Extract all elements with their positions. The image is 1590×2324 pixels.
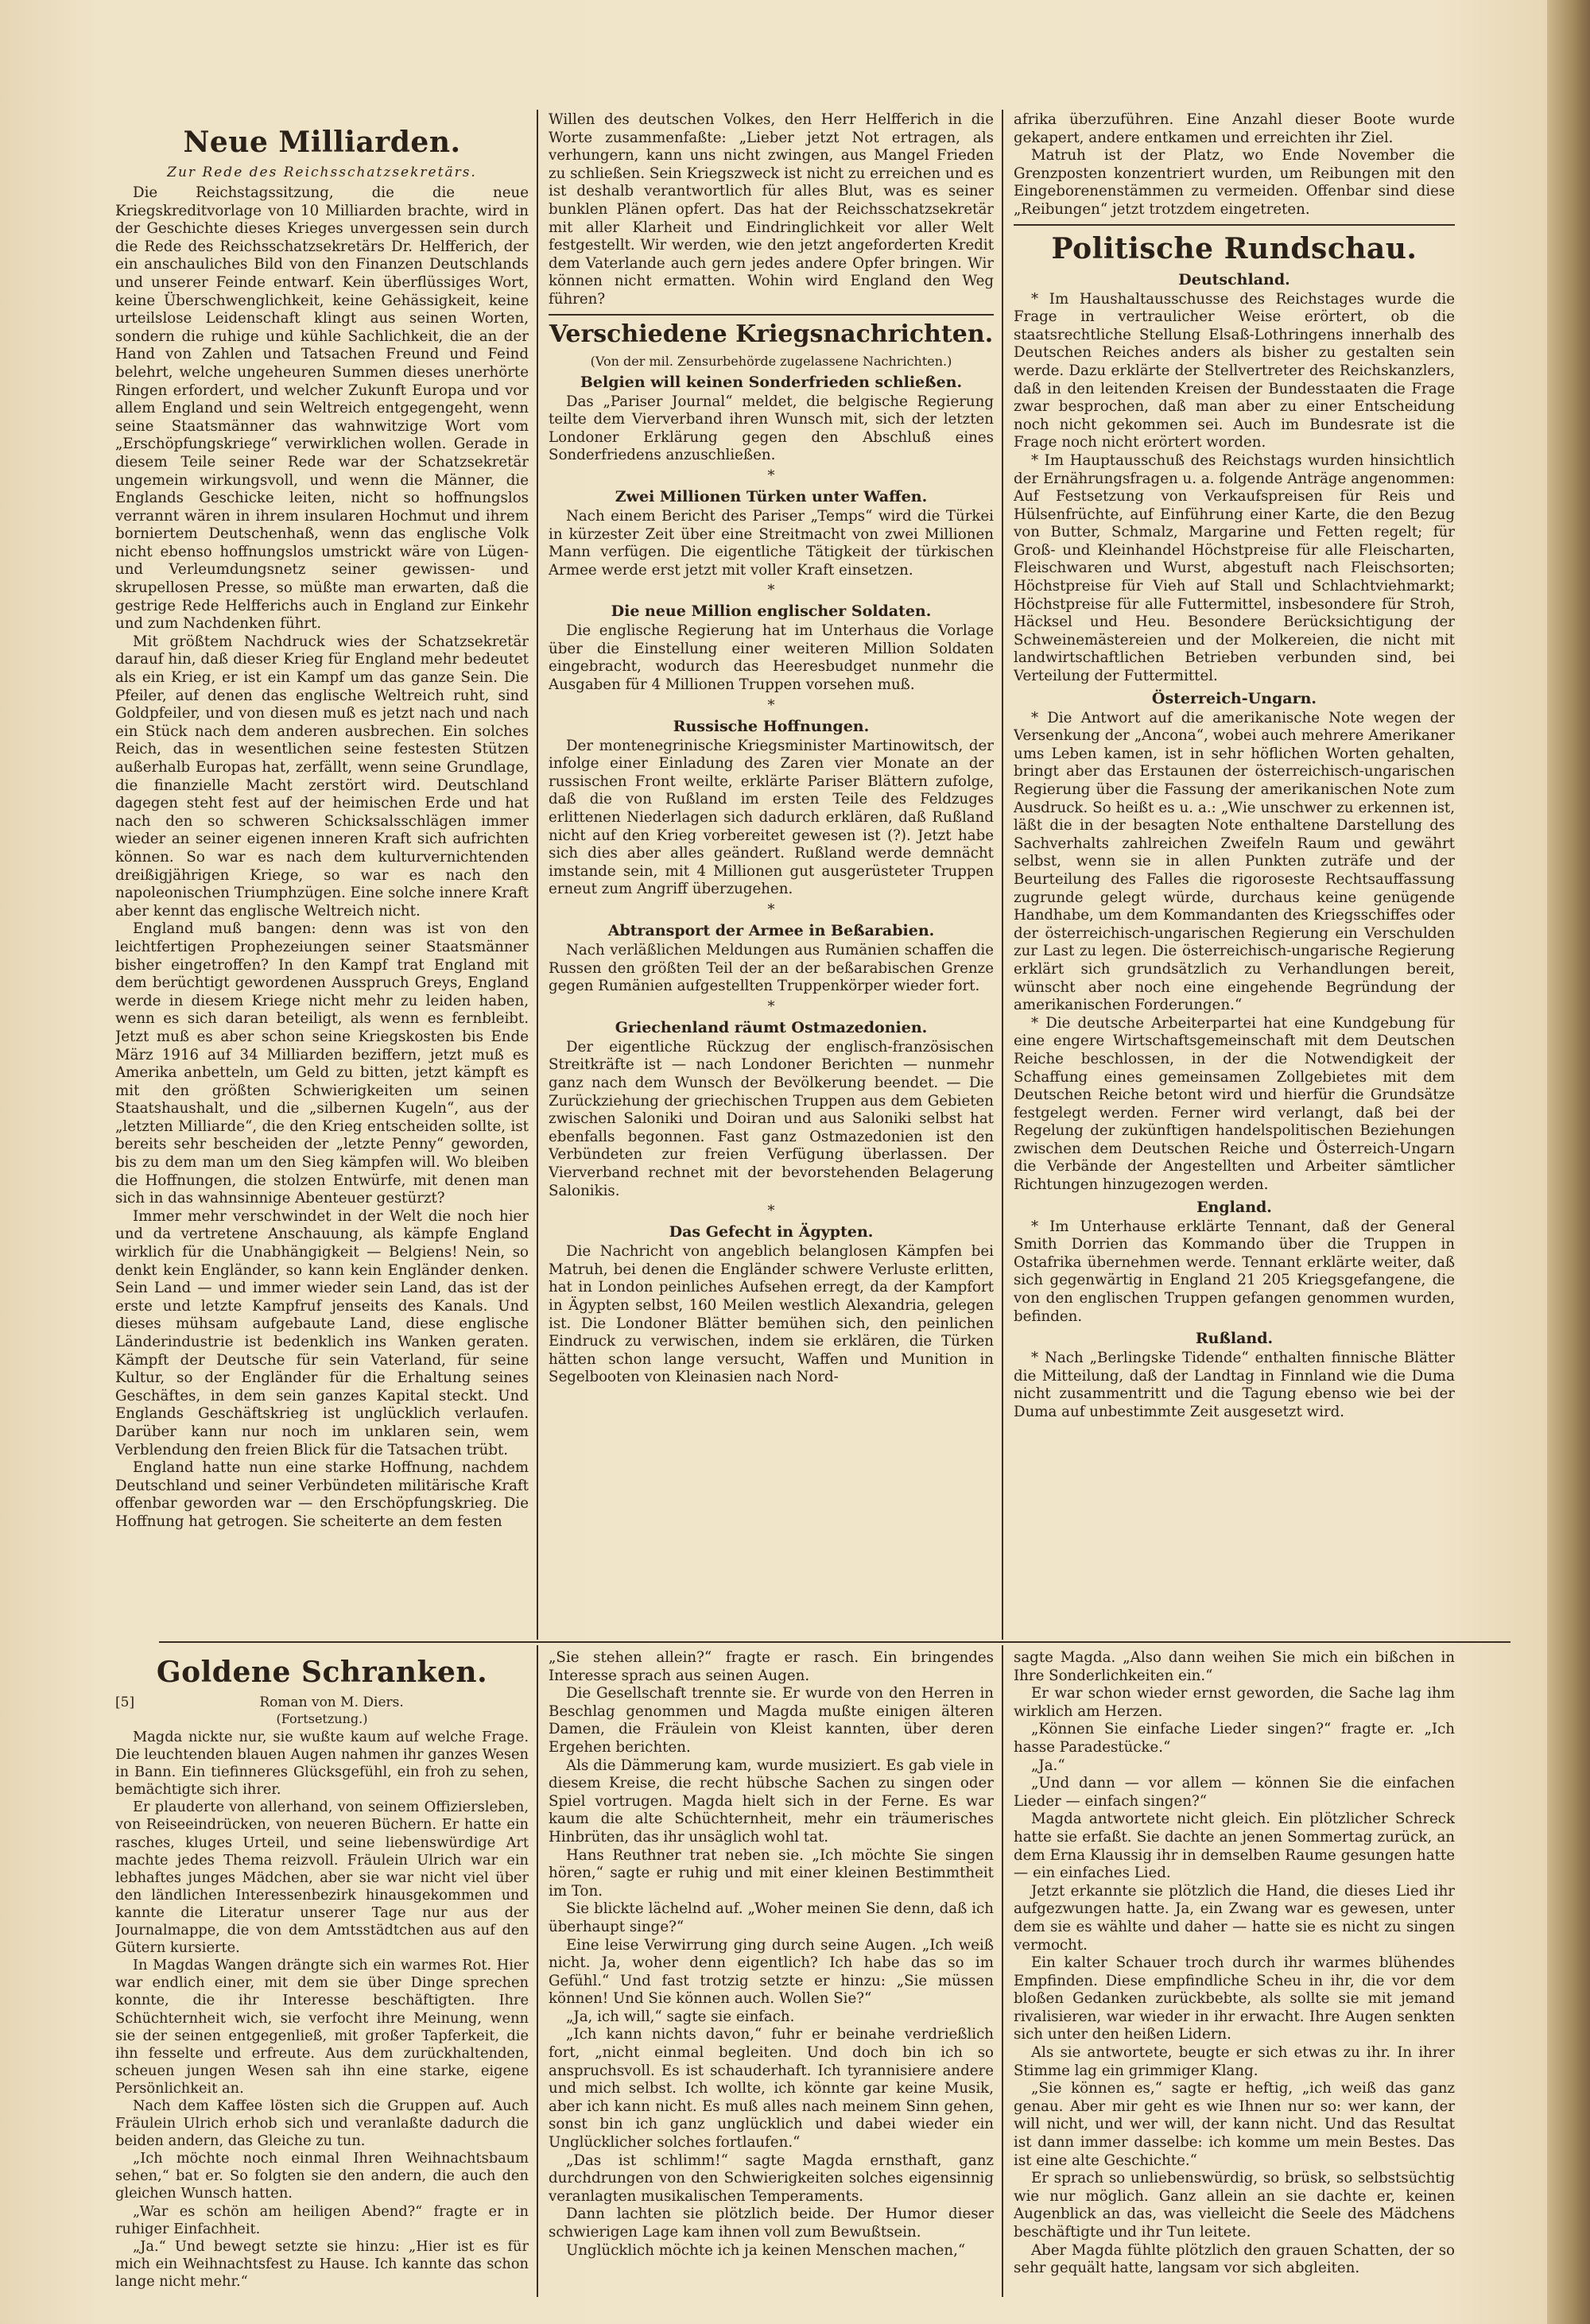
paragraph: „Ja, ich will,“ sagte sie einfach. (566, 2008, 795, 2025)
paragraph: Die Gesellschaft trennte sie. Er wurde von den Herren in Beschlag genommen und Magda mußte einigen älteren Damen, die Fräulein von Kleist kannten, über deren Ergehen berichten. (549, 1685, 994, 1756)
paragraph: Ein kalter Schauer troch durch ihr warmes blühendes Empfinden. Diese empfindliche Scheu in ihr, die vor dem bloßen Gedanken zurückbebte, als sollte sie mit jemand rivalisieren, war wieder in ihr erwacht. Ihre Augen senkten sich unter den heißen Lidern. (1014, 1954, 1455, 2043)
article-subtitle: Zur Rede des Reichsschatzsekretärs. (167, 165, 477, 180)
paragraph: Hans Reuthner trat neben sie. „Ich möchte Sie singen hören,“ sagte er ruhig und mit einer kleinen Bestimmtheit im Ton. (549, 1846, 994, 1900)
novel-byline: Roman von M. Diers. (259, 1695, 404, 1710)
paragraph: Dann lachten sie plötzlich beide. Der Humor dieser schwierigen Lage kam ihnen voll zum Bewußtsein. (549, 2206, 994, 2241)
paragraph: Magda nickte nur, sie wußte kaum auf welche Frage. Die leuchtenden blauen Augen nahmen ihr ganzes Wesen in Bann. Ein tiefinneres Glücksgefühl, ein froh zu sehen, bemächtigte sich ihrer. (115, 1729, 529, 1799)
paragraph: Die Reichstagssitzung, die die neue Kriegskreditvorlage von 10 Milliarden brachte, wird in der Geschichte dieses Krieges unvergessen sein durch die Rede des Reichsschatzsekretärs Dr. Helfferich, der ein anschauliches Bild von den Finanzen Deutschlands und unserer Feinde entwarf. Kein überflüssiges Wort, keine Überschwenglichkeit, keine Gehässigkeit, keine urteilslose Leidenschaft klingt aus seinen Worten, sondern die ruhige und kühle Sachlichkeit, die an der Hand von Zahlen und Tatsachen Freund und Feind belehrt, welche ungeheuren Summen dieses unerhörte Ringen erfordert, und welcher Zukunft Europa und vor allem England und sein Weltreich entgegengeht, wenn seine Staatsmänner das wahnwitzige Wort vom „Erschöpfungskriege“ verwirklichen wollen. Gerade in diesem Teile seiner Rede war der Schatzsekretär ungemein wirkungsvoll, und wenn die Männer, die Englands Geschicke leiten, nicht so hoffnungslos verrannt wären in ihrem insularen Hochmut und ihrem borniertem Deutschenhaß, wenn das englische Volk nicht ebenso hoffnungslos umstrickt wäre von Lügen- und Verleumdungsnetz seiner gewissen- und skrupellosen Presse, so müßte man erwarten, daß die gestrige Rede Helfferichs auch in England zur Einkehr und zum Nachdenken führt. (115, 184, 529, 633)
paragraph: Aber Magda fühlte plötzlich den grauen Schatten, der so sehr gequält hatte, langsam vor sich abgleiten. (1014, 2241, 1455, 2277)
paragraph: Willen des deutschen Volkes, den Herr Helfferich in die Worte zusammenfaßte: „Lieber jetzt Not ertragen, als verhungern, kann uns nicht zwingen, aus Mangel Frieden zu schließen. Sein Kriegszweck ist nicht zu erreichen und es ist deshalb verantwortlich für alles Blut, was es seiner bunklen Plänen opfert. Das hat der Reichsschatzsekretär mit aller Klarheit und Eindringlichkeit vor aller Welt festgestellt. Wir werden, wie den jetzt angeforderten Kredit dem Vaterlande auch gern jedes andere Opfer bringen. Wir können nicht ermatten. Wohin wird England den Weg führen? (549, 111, 994, 308)
country-heading: England. (1196, 1198, 1272, 1216)
news-heading: Russische Hoffnungen. (673, 717, 870, 735)
paragraph: * Die Antwort auf die amerikanische Note wegen der Versenkung der „Ancona“, wobei auch mehrere Amerikaner ums Leben kamen, ist in sehr höflichen Worten gehalten, bringt aber das Erstaunen der österreichisch-ungarischen Regierung über die Fassung der amerikanischen Note zum Ausdruck. So heißt es u. a.: „Wie unschwer zu erkennen ist, läßt die in der besagten Note enthaltene Darstellung des Sachverhalts zahlreichen Zweifeln Raum und gewährt selbst, wenn sie in allen Punkten zuträfe und der Beurteilung des Falles die rigoroseste Rechtsauffassung zugrunde gelegt würde, durchaus keine genügende Handhabe, um dem Kommandanten des Kriegsschiffes oder der österreichisch-ungarischen Regierung ein Verschulden zur Last zu legen. Die österreichisch-ungarische Regierung erklärt sich grundsätzlich zu Verhandlungen bereit, wünscht aber noch eine eingehende Begründung der amerikanischen Forderungen.“ (1014, 709, 1455, 1014)
novel-title: Goldene Schranken. (156, 1656, 488, 1689)
paragraph: England muß bangen: denn was ist von den leichtfertigen Prophezeiungen seiner Staatsmänner bisher eingetroffen? In den Kampf trat England mit dem berüchtigt gewordenen Ausspruch Greys, England werde in diesem Kriege nicht mehr zu leiden haben, wenn es sich daran beteiligt, als wenn es fernbleibt. Jetzt muß es aber schon seine Kriegskosten bis Ende März 1916 auf 34 Milliarden beziffern, jetzt muß es Amerika anbetteln, um Geld zu bitten, jetzt kämpft es mit den größten Schwierigkeiten um seinen Staatshaushalt, und die „silbernen Kugeln“, aus der „letzten Milliarde“, die den Krieg entscheiden sollte, ist bereits sehr bescheiden der „letzte Penny“ geworden, bis zu dem man um den Sieg kämpfen will. Wo bleiben die Hoffnungen, die stolzen Entwürfe, mit denen man sich in das wahnsinnige Abenteuer gestürzt? (115, 920, 529, 1207)
separator-star: * (767, 1203, 775, 1220)
feuilleton-rule (159, 1641, 1510, 1643)
paragraph: Jetzt erkannte sie plötzlich die Hand, die dieses Lied ihr aufgezwungen hatte. Ja, ein Zwang war es gewesen, unter dem sie es wählte und daher — hatte sie es nicht zu singen vermocht. (1014, 1882, 1455, 1954)
paragraph: „Ich möchte noch einmal Ihren Weihnachtsbaum sehen,“ bat er. So folgten sie den andern, die auch den gleichen Wunsch hatten. (115, 2150, 529, 2202)
news-heading: Abtransport der Armee in Beßarabien. (607, 922, 935, 939)
paragraph: Sie blickte lächelnd auf. „Woher meinen Sie denn, daß ich überhaupt singe?“ (549, 1900, 994, 1935)
section-rule (549, 314, 994, 316)
paragraph: England hatte nun eine starke Hoffnung, nachdem Deutschland und seiner Verbündeten militärische Kraft offenbar geworden war — den Erschöpfungskrieg. Die Hoffnung hat getrogen. Sie scheiterte an dem festen (115, 1459, 529, 1530)
paragraph: „War es schön am heiligen Abend?“ fragte er in ruhiger Einfachheit. (115, 2202, 529, 2237)
novel-byline-row (115, 1694, 529, 1711)
separator-star: * (767, 901, 775, 918)
paragraph: „Das ist schlimm!“ sagte Magda ernsthaft, ganz durchdrungen von den Schwierigkeiten solches eigensinnig veranlagten musikalischen Temperaments. (549, 2152, 994, 2205)
paragraph: * Die deutsche Arbeiterpartei hat eine Kundgebung für eine engere Wirtschaftsgemeinschaft mit dem Deutschen Reiche beschlossen, in der die Notwendigkeit der Schaffung eines gemeinsamen Zollgebietes mit dem Deutschen Reiche betont wird und hierfür die Grundsätze festgelegt werden. Ferner wird verlangt, daß bei der Regelung der zukünftigen handelspolitischen Beziehungen zwischen dem Deutschen Reiche und Österreich-Ungarn die Verbände der Angestellten und Arbeiter sämtlicher Richtungen hinzugezogen werden. (1014, 1014, 1455, 1194)
paragraph: * Im Unterhause erklärte Tennant, daß der General Smith Dorrien das Kommando über die Truppen in Ostafrika übernehmen werde. Tennant erklärte weiter, daß sich gegenwärtig in England 21 205 Kriegsgefangene, die von den englischen Truppen gefangen genommen wurden, befinden. (1014, 1218, 1455, 1325)
news-heading: Das Gefecht in Ägypten. (669, 1223, 874, 1241)
paragraph: afrika überzuführen. Eine Anzahl dieser Boote wurde gekapert, andere entkamen und erreichten ihr Ziel. (1014, 111, 1455, 146)
paragraph: Der montenegrinische Kriegsminister Martinowitsch, der infolge einer Einladung des Zaren vier Monate an der russischen Front weilte, erklärte Pariser Blättern zufolge, daß die von Rußland im ersten Teile des Feldzuges erlittenen Niederlagen sich dadurch erklären, daß Rußland nicht auf den Krieg vorbereitet gewesen ist (?). Jetzt habe sich dies aber alles geändert. Rußland werde demnächt imstande sein, mit 4 Millionen gut ausgerüsteter Truppen erneut zum Angriff überzugehen. (549, 737, 994, 898)
book-spine (1547, 0, 1590, 2324)
section-title: Politische Rundschau. (1051, 231, 1417, 265)
feuilleton-column-3 (1014, 1649, 1455, 2293)
country-heading: Rußland. (1195, 1330, 1274, 1348)
feuilleton-column-2 (549, 1649, 994, 2293)
paragraph: Unglücklich möchte ich ja keinen Menschen machen,“ (566, 2241, 966, 2259)
paragraph: Er plauderte von allerhand, von seinem Offiziersleben, von Reiseeindrücken, von neueren Büchern. Er hatte ein rasches, kluges Urteil, und seine liebenswürdige Art machte jedes Thema reizvoll. Fräulein Ulrich war ein lebhaftes junges Mädchen, aber sie war nicht viel über den ländlichen Interessenbezirk hinausgekommen und kannte die Literatur unserer Tage nur aus der Journalmappe, die von dem Amtsstädtchen aus auf den Gütern kursierte. (115, 1799, 529, 1957)
censor-note: (Von der mil. Zensurbehörde zugelassene Nachrichten.) (590, 353, 952, 369)
news-heading: Griechenland räumt Ostmazedonien. (615, 1018, 928, 1036)
paragraph: Nach dem Kaffee lösten sich die Gruppen auf. Auch Fräulein Ulrich erhob sich und veranlaßte dadurch die beiden andern, das Gleiche zu tun. (115, 2097, 529, 2150)
column-rule (537, 110, 538, 1640)
column-rule (1002, 1645, 1003, 2297)
news-heading: Die neue Million englischer Soldaten. (611, 602, 932, 621)
installment-number: [5] (115, 1695, 135, 1710)
column-neue-milliarden (115, 119, 529, 1637)
section-title: Verschiedene Kriegsnachrichten. (549, 320, 994, 348)
paragraph: Er war schon wieder ernst geworden, die Sache lag ihm wirklich am Herzen. (1014, 1685, 1455, 1720)
paragraph: Mit größtem Nachdruck wies der Schatzsekretär darauf hin, daß dieser Krieg für England mehr bedeutet als ein Krieg, er ist ein Kampf um das ganze Sein. Die Pfeiler, auf denen das englische Weltreich ruht, sind Goldpfeiler, und von diesen muß es jetzt nach und nach ein Stück nach dem anderen ausbrechen. Ein solches Reich, das in wesentlichen seine festesten Stützen außerhalb Europas hat, zerfällt, wenn seine Grundlage, die finanzielle Macht zerstört wird. Deutschland dagegen steht fest auf der heimischen Erde und hat nach den so schweren Schicksalsschlägen immer wieder an seiner eigenen inneren Kraft sich aufrichten können. So war es nach dem kulturvernichtenden dreißigjährigen Kriege, so war es nach den napoleonischen Triumphzügen. Eine solche innere Kraft aber kennt das englische Weltreich nicht. (115, 633, 529, 920)
separator-star: * (767, 997, 775, 1015)
paragraph: Das „Pariser Journal“ meldet, die belgische Regierung teilte dem Vierverband ihren Wunsch mit, sich der letzten Londoner Erklärung gegen den Abschluß eines Sonderfriedens anzuschließen. (549, 393, 994, 464)
column-kriegsnachrichten (549, 111, 994, 1637)
column-politische-rundschau (1014, 111, 1455, 1637)
paragraph: Nach verläßlichen Meldungen aus Rumänien schaffen die Russen den größten Teil der an der beßarabischen Grenze gegen Rumänien aufgestellten Truppenkörper wieder fort. (549, 942, 994, 995)
paragraph: „Und dann — vor allem — können Sie die einfachen Lieder — einfach singen?“ (1014, 1775, 1455, 1810)
paragraph: * Im Hauptausschuß des Reichstags wurden hinsichtlich der Ernährungsfragen u. a. folgende Anträge angenommen: Auf Festsetzung von Verkaufspreisen für Reis und Hülsenfrüchte, auf Einführung einer Karte, die den Bezug von Butter, Schmalz, Margarine und Fetten regelt; für Groß- und Kleinhandel Höchstpreise für alle Fleischarten, Fleischwaren und Wurst, abgestuft nach Fleischsorten; Höchstpreise für Vieh auf Stall und Schlachtviehmarkt; Höchstpreise für alle Futtermittel, insbesondere für Stroh, Häcksel und Heu. Besondere Berücksichtigung der Schweinemästereien und der Molkereien, die nicht mit landwirtschaftlichen Betrieben verbunden sind, bei Verteilung der Futtermittel. (1014, 451, 1455, 685)
paragraph: „Sie stehen allein?“ fragte er rasch. Ein bringendes Interesse sprach aus seinen Augen. (549, 1649, 994, 1684)
column-rule (537, 1645, 538, 2297)
paragraph: „Ja.“ (1031, 1757, 1065, 1774)
paragraph: „Ja.“ Und bewegt setzte sie hinzu: „Hier ist es für mich ein Weihnachtsfest zu Hause. Ich kannte das schon lange nicht mehr.“ (115, 2237, 529, 2290)
separator-star: * (767, 467, 775, 484)
paragraph: Er sprach so unliebenswürdig, so brüsk, so selbstsüchtig wie nur möglich. Ganz allein an sie dachte er, keinen Augenblick an das, was vielleicht die Seele des Mädchens beschäftigte und ihr Tun leitete. (1014, 2170, 1455, 2241)
paragraph: Der eigentliche Rückzug der englisch-französischen Streitkräfte ist — nach Londoner Berichten — nunmehr ganz nach dem Wunsch der Bevölkerung beendet. — Die Zurückziehung der griechischen Truppen aus dem Gebieten zwischen Saloniki und Doiran und aus Saloniki selbst hat ebenfalls begonnen. Fast ganz Ostmazedonien ist den Verbündeten zur freien Verfügung überlassen. Der Vierverband rechnet mit der bevorstehenden Belagerung Salonikis. (549, 1038, 994, 1199)
country-heading: Deutschland. (1178, 270, 1290, 289)
continuation-note: (Fortsetzung.) (276, 1711, 368, 1726)
separator-star: * (767, 696, 775, 714)
paragraph: Die Nachricht von angeblich belanglosen Kämpfen bei Matruh, bei denen die Engländer schwere Verluste erlitten, hat in London peinliches Aufsehen erregt, da der Kampfort in Ägypten selbst, 160 Meilen westlich Alexandria, gelegen ist. Die Londoner Blätter bemühen sich, den peinlichen Eindruck zu verwischen, indem sie erklären, die Türken hätten schon lange versucht, Waffen und Munition in Segelbooten von Kleinasien nach Nord- (549, 1243, 994, 1386)
country-heading: Österreich-Ungarn. (1151, 689, 1317, 707)
article-title: Neue Milliarden. (183, 126, 461, 159)
news-heading: Belgien will keinen Sonderfrieden schließen. (580, 373, 963, 391)
paragraph: Immer mehr verschwindet in der Welt die noch hier und da vertretene Anschauung, als kämpfe England wirklich für die Unabhängigkeit — Belgiens! Nein, so denkt kein Engländer, so kann kein Engländer denken. Sein Land — und immer wieder sein Land, das ist der erste und letzte Kampfruf jenseits des Kanals. Und dieses mühsam aufgebaute Land, diese englische Länderindustrie ist bedenklich ins Wanken geraten. Kämpft der Deutsche für sein Vaterland, für seine Kultur, so der Engländer für die Erhaltung seines Geschäftes, in dem sein ganzes Kapital steckt. Und Englands Geschäftskrieg ist unglücklich verlaufen. Darüber kann nur noch im unklaren sein, wem Verblendung den freien Blick für die Tatsachen trübt. (115, 1207, 529, 1458)
column-rule (1002, 110, 1003, 1640)
paragraph: In Magdas Wangen drängte sich ein warmes Rot. Hier war endlich einer, mit dem sie über Dinge sprechen konnte, die ihr Interesse beschäftigten. Ihre Schüchternheit wich, sie verfocht ihre Meinung, wenn sie der seinen entgegenließ, mit großer Tapferkeit, die ihn fesselte und erfreute. Aus dem zurückhaltenden, scheuen jungen Wesen sah ihn eine starke, eigene Persönlichkeit an. (115, 1957, 529, 2097)
paragraph: Als sie antwortete, beugte er sich etwas zu ihr. In ihrer Stimme lag ein grimmiger Klang. (1014, 2044, 1455, 2079)
paragraph: * Im Haushaltausschusse des Reichstages wurde die Frage in vertraulicher Weise erörtert, ob die staatsrechtliche Stellung Elsaß-Lothringens innerhalb des Deutschen Reiches anders als bisher zu gestalten sein werde. Dazu erklärte der Stellvertreter des Reichskanzlers, daß in den leitenden Kreisen der Bundesstaaten die Frage zwar besprochen, daß man aber zu einer Entscheidung noch nicht gekommen sei. Auch im Bundesrate ist die Frage noch nicht erörtert worden. (1014, 290, 1455, 451)
paragraph: Die englische Regierung hat im Unterhaus die Vorlage über die Einstellung einer weiteren Million Soldaten eingebracht, wodurch das Heeresbudget nunmehr die Ausgaben für 4 Millionen Truppen vorsehen muß. (549, 622, 994, 694)
paragraph: Als die Dämmerung kam, wurde musiziert. Es gab viele in diesem Kreise, die recht hübsche Sachen zu singen oder Spiel vortrugen. Magda hielt sich in der Ferne. Es war kaum die alte Schüchternheit, mehr ein träumerisches Hinbrüten, das ihr unsäglich wohl tat. (549, 1757, 994, 1846)
paragraph: Matruh ist der Platz, wo Ende November die Grenzposten konzentriert wurden, um Reibungen mit den Eingeborenenstämmen zu vermeiden. Offenbar sind diese „Reibungen“ jetzt trotzdem eingetreten. (1014, 147, 1455, 218)
paragraph: „Sie können es,“ sagte er heftig, „ich weiß das ganz genau. Aber mir geht es wie Ihnen nur so: wer kann, der will nicht, und wer will, der kann nicht. Und das Resultat ist dann immer dasselbe: ich komme um mein Bestes. Das ist eine alte Geschichte.“ (1014, 2080, 1455, 2169)
paragraph: sagte Magda. „Also dann weihen Sie mich ein bißchen in Ihre Sonderlichkeiten ein.“ (1014, 1649, 1455, 1684)
feuilleton-column-1 (115, 1649, 529, 2293)
news-heading: Zwei Millionen Türken unter Waffen. (615, 487, 928, 505)
paragraph: „Können Sie einfache Lieder singen?“ fragte er. „Ich hasse Paradestücke.“ (1014, 1721, 1455, 1756)
paragraph: Nach einem Bericht des Pariser „Temps“ wird die Türkei in kürzester Zeit über eine Streitmacht von zwei Millionen Mann verfügen. Die eigentliche Tätigkeit der türkischen Armee werde erst jetzt mit voller Kraft einsetzen. (549, 507, 994, 579)
paragraph: Eine leise Verwirrung ging durch seine Augen. „Ich weiß nicht. Ja, woher denn eigentlich? Ich habe das so im Gefühl.“ Und fast trotzig setzte er hinzu: „Sie müssen können! Und Sie können auch. Wollen Sie?“ (549, 1936, 994, 2008)
paragraph: Magda antwortete nicht gleich. Ein plötzlicher Schreck hatte sie erfaßt. Sie dachte an jenen Sommertag zurück, an dem Erna Klaussig ihr in demselben Raume gesungen hatte — ein einfaches Lied. (1014, 1811, 1455, 1882)
paragraph: „Ich kann nichts davon,“ fuhr er beinahe verdrießlich fort, „nicht einmal begleiten. Und doch bin ich so anspruchsvoll. Es ist schauderhaft. Ich tyrannisiere andere und mich selbst. Ich wollte, ich könnte gar keine Musik, aber ich kann nicht. Es muß alles nach meinem Sinn gehen, sonst bin ich ganz unglücklich und dabei wieder ein Unglücklicher solches fortlaufen.“ (549, 2026, 994, 2152)
separator-star: * (767, 582, 775, 599)
section-rule (1014, 224, 1455, 226)
paragraph: * Nach „Berlingske Tidende“ enthalten finnische Blätter die Mitteilung, daß der Landtag in Finnland wie die Duma nicht zusammentritt und die Tagung ebenso wie bei der Duma auf unbestimmte Zeit ausgesetzt wird. (1014, 1350, 1455, 1420)
